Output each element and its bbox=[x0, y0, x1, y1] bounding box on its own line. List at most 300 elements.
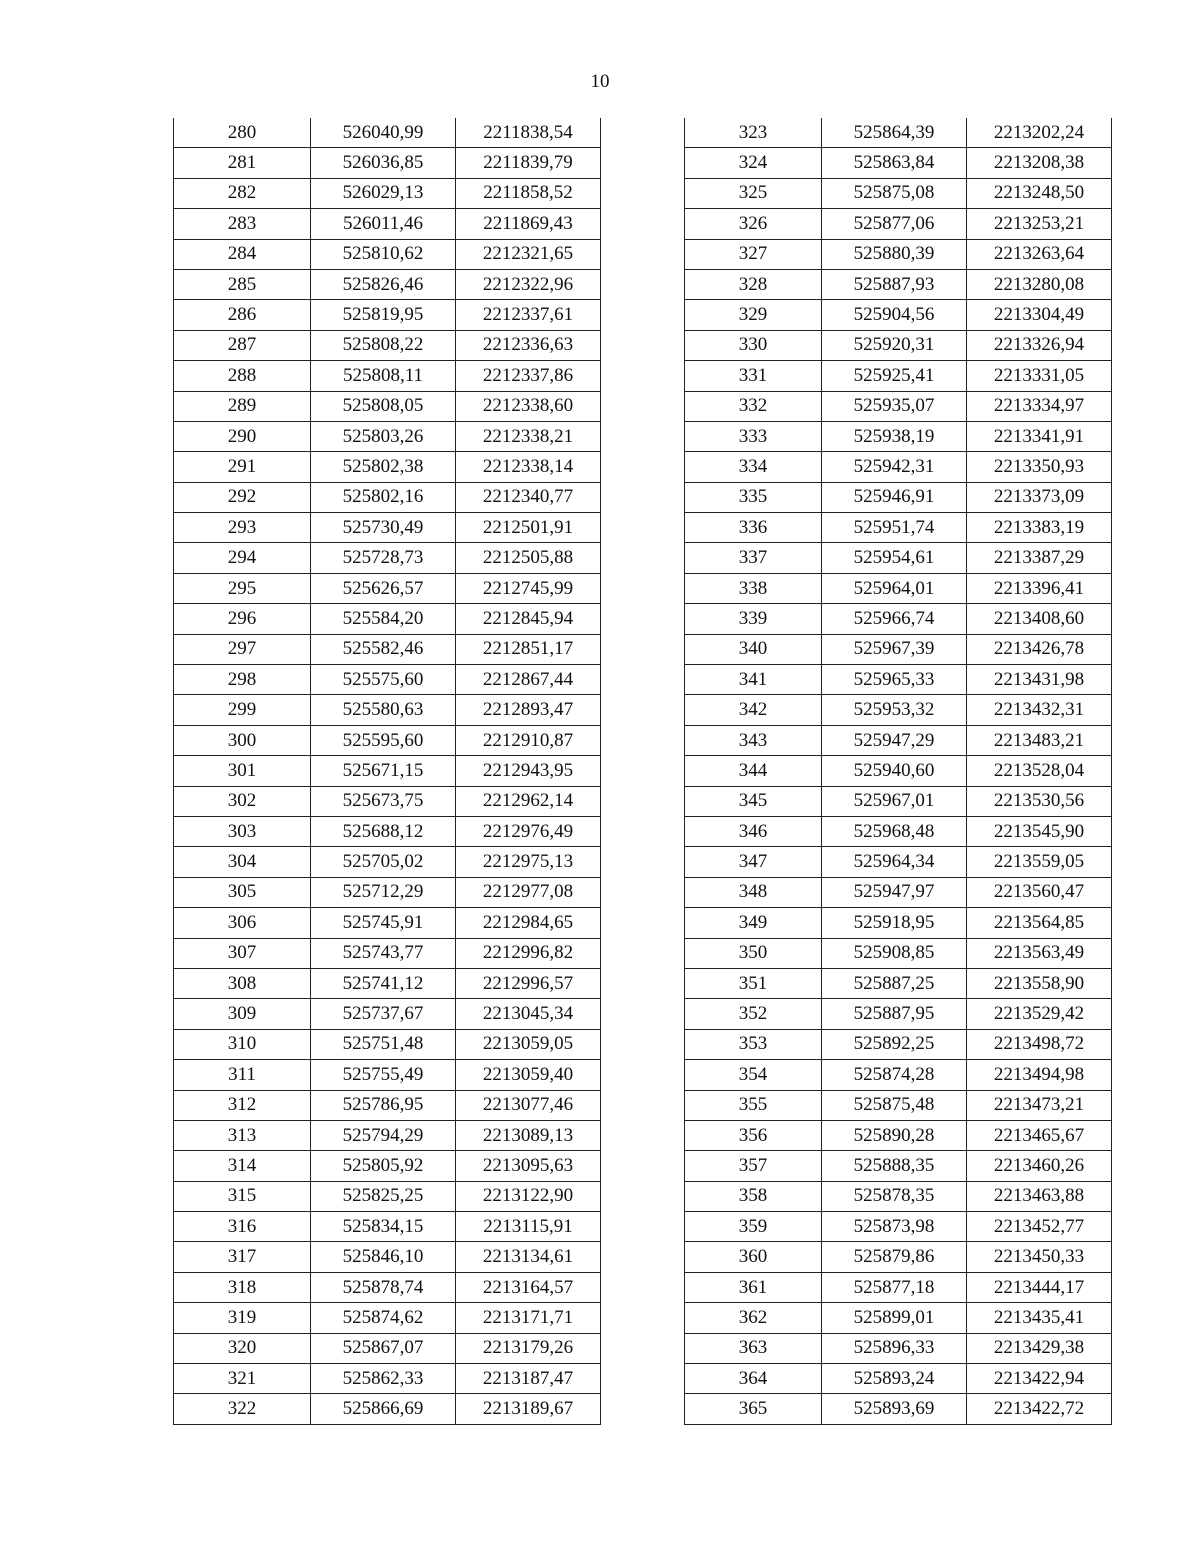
y-coordinate-cell: 2213483,21 bbox=[967, 725, 1112, 755]
x-coordinate-cell: 525887,95 bbox=[822, 999, 967, 1029]
table-row bbox=[685, 1212, 1112, 1242]
table-row bbox=[685, 452, 1112, 482]
y-coordinate-cell: 2213450,33 bbox=[967, 1242, 1112, 1272]
x-coordinate-cell: 525862,33 bbox=[311, 1364, 456, 1394]
point-number-cell: 356 bbox=[685, 1120, 822, 1150]
y-coordinate-cell: 2213280,08 bbox=[967, 269, 1112, 299]
y-coordinate-cell: 2213387,29 bbox=[967, 543, 1112, 573]
table-row bbox=[685, 634, 1112, 664]
table-row bbox=[174, 695, 601, 725]
table-row bbox=[685, 330, 1112, 360]
table-row bbox=[174, 786, 601, 816]
y-coordinate-cell: 2213431,98 bbox=[967, 665, 1112, 695]
table-row bbox=[174, 756, 601, 786]
point-number-cell: 308 bbox=[174, 968, 311, 998]
point-number-cell: 350 bbox=[685, 938, 822, 968]
table-row bbox=[174, 1151, 601, 1181]
table-row bbox=[174, 269, 601, 299]
point-number-cell: 321 bbox=[174, 1364, 311, 1394]
x-coordinate-cell: 525877,06 bbox=[822, 209, 967, 239]
table-row bbox=[685, 816, 1112, 846]
table-row bbox=[174, 1060, 601, 1090]
y-coordinate-cell: 2213089,13 bbox=[456, 1120, 601, 1150]
y-coordinate-cell: 2212505,88 bbox=[456, 543, 601, 573]
point-number-cell: 280 bbox=[174, 118, 311, 148]
point-number-cell: 322 bbox=[174, 1394, 311, 1424]
x-coordinate-cell: 526036,85 bbox=[311, 148, 456, 178]
point-number-cell: 348 bbox=[685, 877, 822, 907]
y-coordinate-cell: 2213045,34 bbox=[456, 999, 601, 1029]
x-coordinate-cell: 525967,01 bbox=[822, 786, 967, 816]
x-coordinate-cell: 525671,15 bbox=[311, 756, 456, 786]
y-coordinate-cell: 2213432,31 bbox=[967, 695, 1112, 725]
point-number-cell: 335 bbox=[685, 482, 822, 512]
x-coordinate-cell: 525575,60 bbox=[311, 665, 456, 695]
y-coordinate-cell: 2213494,98 bbox=[967, 1060, 1112, 1090]
y-coordinate-cell: 2212501,91 bbox=[456, 513, 601, 543]
table-row bbox=[174, 482, 601, 512]
table-row bbox=[174, 1303, 601, 1333]
x-coordinate-cell: 525712,29 bbox=[311, 877, 456, 907]
table-row bbox=[174, 634, 601, 664]
y-coordinate-cell: 2213452,77 bbox=[967, 1212, 1112, 1242]
table-row bbox=[174, 1212, 601, 1242]
y-coordinate-cell: 2211869,43 bbox=[456, 209, 601, 239]
point-number-cell: 300 bbox=[174, 725, 311, 755]
point-number-cell: 327 bbox=[685, 239, 822, 269]
table-row bbox=[174, 847, 601, 877]
y-coordinate-cell: 2212893,47 bbox=[456, 695, 601, 725]
y-coordinate-cell: 2213422,72 bbox=[967, 1394, 1112, 1424]
point-number-cell: 331 bbox=[685, 361, 822, 391]
x-coordinate-cell: 525951,74 bbox=[822, 513, 967, 543]
x-coordinate-cell: 525964,01 bbox=[822, 573, 967, 603]
x-coordinate-cell: 525866,69 bbox=[311, 1394, 456, 1424]
point-number-cell: 310 bbox=[174, 1029, 311, 1059]
x-coordinate-cell: 525954,61 bbox=[822, 543, 967, 573]
point-number-cell: 341 bbox=[685, 665, 822, 695]
y-coordinate-cell: 2212322,96 bbox=[456, 269, 601, 299]
point-number-cell: 357 bbox=[685, 1151, 822, 1181]
point-number-cell: 302 bbox=[174, 786, 311, 816]
y-coordinate-cell: 2212845,94 bbox=[456, 604, 601, 634]
y-coordinate-cell: 2213528,04 bbox=[967, 756, 1112, 786]
point-number-cell: 318 bbox=[174, 1272, 311, 1302]
x-coordinate-cell: 525935,07 bbox=[822, 391, 967, 421]
y-coordinate-cell: 2213396,41 bbox=[967, 573, 1112, 603]
point-number-cell: 346 bbox=[685, 816, 822, 846]
table-row bbox=[685, 665, 1112, 695]
table-row bbox=[685, 391, 1112, 421]
table-row bbox=[174, 209, 601, 239]
x-coordinate-cell: 525887,25 bbox=[822, 968, 967, 998]
y-coordinate-cell: 2211858,52 bbox=[456, 178, 601, 208]
x-coordinate-cell: 525893,69 bbox=[822, 1394, 967, 1424]
y-coordinate-cell: 2213179,26 bbox=[456, 1333, 601, 1363]
table-row bbox=[685, 1394, 1112, 1424]
x-coordinate-cell: 525964,34 bbox=[822, 847, 967, 877]
y-coordinate-cell: 2213187,47 bbox=[456, 1364, 601, 1394]
y-coordinate-cell: 2212943,95 bbox=[456, 756, 601, 786]
y-coordinate-cell: 2213564,85 bbox=[967, 908, 1112, 938]
point-number-cell: 351 bbox=[685, 968, 822, 998]
x-coordinate-cell: 525705,02 bbox=[311, 847, 456, 877]
point-number-cell: 353 bbox=[685, 1029, 822, 1059]
y-coordinate-cell: 2212321,65 bbox=[456, 239, 601, 269]
table-row bbox=[685, 1364, 1112, 1394]
y-coordinate-cell: 2213189,67 bbox=[456, 1394, 601, 1424]
table-row bbox=[174, 1090, 601, 1120]
y-coordinate-cell: 2213429,38 bbox=[967, 1333, 1112, 1363]
y-coordinate-cell: 2213248,50 bbox=[967, 178, 1112, 208]
y-coordinate-cell: 2212337,86 bbox=[456, 361, 601, 391]
table-row bbox=[685, 756, 1112, 786]
y-coordinate-cell: 2212338,60 bbox=[456, 391, 601, 421]
y-coordinate-cell: 2213444,17 bbox=[967, 1272, 1112, 1302]
y-coordinate-cell: 2211838,54 bbox=[456, 118, 601, 148]
table-row bbox=[685, 513, 1112, 543]
table-row bbox=[685, 1090, 1112, 1120]
point-number-cell: 296 bbox=[174, 604, 311, 634]
x-coordinate-cell: 525896,33 bbox=[822, 1333, 967, 1363]
table-row bbox=[685, 938, 1112, 968]
x-coordinate-cell: 525580,63 bbox=[311, 695, 456, 725]
y-coordinate-cell: 2212338,14 bbox=[456, 452, 601, 482]
point-number-cell: 286 bbox=[174, 300, 311, 330]
point-number-cell: 345 bbox=[685, 786, 822, 816]
x-coordinate-cell: 525873,98 bbox=[822, 1212, 967, 1242]
y-coordinate-cell: 2213563,49 bbox=[967, 938, 1112, 968]
point-number-cell: 312 bbox=[174, 1090, 311, 1120]
x-coordinate-cell: 525846,10 bbox=[311, 1242, 456, 1272]
table-row bbox=[174, 300, 601, 330]
coordinates-table-body bbox=[685, 118, 1112, 1424]
point-number-cell: 360 bbox=[685, 1242, 822, 1272]
point-number-cell: 364 bbox=[685, 1364, 822, 1394]
point-number-cell: 287 bbox=[174, 330, 311, 360]
x-coordinate-cell: 525802,16 bbox=[311, 482, 456, 512]
table-row bbox=[685, 968, 1112, 998]
point-number-cell: 292 bbox=[174, 482, 311, 512]
x-coordinate-cell: 526040,99 bbox=[311, 118, 456, 148]
y-coordinate-cell: 2213560,47 bbox=[967, 877, 1112, 907]
x-coordinate-cell: 525808,05 bbox=[311, 391, 456, 421]
y-coordinate-cell: 2213498,72 bbox=[967, 1029, 1112, 1059]
x-coordinate-cell: 525834,15 bbox=[311, 1212, 456, 1242]
table-row bbox=[174, 999, 601, 1029]
x-coordinate-cell: 525925,41 bbox=[822, 361, 967, 391]
y-coordinate-cell: 2213463,88 bbox=[967, 1181, 1112, 1211]
x-coordinate-cell: 525810,62 bbox=[311, 239, 456, 269]
y-coordinate-cell: 2213465,67 bbox=[967, 1120, 1112, 1150]
x-coordinate-cell: 525745,91 bbox=[311, 908, 456, 938]
point-number-cell: 336 bbox=[685, 513, 822, 543]
x-coordinate-cell: 525805,92 bbox=[311, 1151, 456, 1181]
table-row bbox=[174, 421, 601, 451]
table-row bbox=[685, 543, 1112, 573]
y-coordinate-cell: 2212338,21 bbox=[456, 421, 601, 451]
y-coordinate-cell: 2213263,64 bbox=[967, 239, 1112, 269]
x-coordinate-cell: 525673,75 bbox=[311, 786, 456, 816]
point-number-cell: 313 bbox=[174, 1120, 311, 1150]
point-number-cell: 337 bbox=[685, 543, 822, 573]
y-coordinate-cell: 2213341,91 bbox=[967, 421, 1112, 451]
x-coordinate-cell: 525892,25 bbox=[822, 1029, 967, 1059]
y-coordinate-cell: 2212340,77 bbox=[456, 482, 601, 512]
point-number-cell: 290 bbox=[174, 421, 311, 451]
y-coordinate-cell: 2213171,71 bbox=[456, 1303, 601, 1333]
table-row bbox=[174, 239, 601, 269]
point-number-cell: 284 bbox=[174, 239, 311, 269]
x-coordinate-cell: 525908,85 bbox=[822, 938, 967, 968]
point-number-cell: 303 bbox=[174, 816, 311, 846]
table-row bbox=[174, 725, 601, 755]
point-number-cell: 282 bbox=[174, 178, 311, 208]
table-row bbox=[174, 877, 601, 907]
point-number-cell: 328 bbox=[685, 269, 822, 299]
coordinates-table-body bbox=[174, 118, 601, 1424]
table-row bbox=[174, 1364, 601, 1394]
table-row bbox=[174, 816, 601, 846]
point-number-cell: 323 bbox=[685, 118, 822, 148]
point-number-cell: 354 bbox=[685, 1060, 822, 1090]
table-row bbox=[174, 1181, 601, 1211]
y-coordinate-cell: 2213331,05 bbox=[967, 361, 1112, 391]
x-coordinate-cell: 525875,48 bbox=[822, 1090, 967, 1120]
table-row bbox=[685, 1120, 1112, 1150]
point-number-cell: 315 bbox=[174, 1181, 311, 1211]
x-coordinate-cell: 525966,74 bbox=[822, 604, 967, 634]
x-coordinate-cell: 525584,20 bbox=[311, 604, 456, 634]
x-coordinate-cell: 525802,38 bbox=[311, 452, 456, 482]
table-row bbox=[685, 1151, 1112, 1181]
point-number-cell: 358 bbox=[685, 1181, 822, 1211]
x-coordinate-cell: 525947,97 bbox=[822, 877, 967, 907]
point-number-cell: 347 bbox=[685, 847, 822, 877]
table-row bbox=[174, 1272, 601, 1302]
x-coordinate-cell: 525968,48 bbox=[822, 816, 967, 846]
x-coordinate-cell: 525904,56 bbox=[822, 300, 967, 330]
point-number-cell: 326 bbox=[685, 209, 822, 239]
table-row bbox=[685, 209, 1112, 239]
point-number-cell: 291 bbox=[174, 452, 311, 482]
table-row bbox=[685, 361, 1112, 391]
table-row bbox=[174, 1333, 601, 1363]
point-number-cell: 299 bbox=[174, 695, 311, 725]
table-row bbox=[685, 148, 1112, 178]
table-row bbox=[685, 847, 1112, 877]
y-coordinate-cell: 2213558,90 bbox=[967, 968, 1112, 998]
x-coordinate-cell: 525808,22 bbox=[311, 330, 456, 360]
y-coordinate-cell: 2213350,93 bbox=[967, 452, 1112, 482]
point-number-cell: 329 bbox=[685, 300, 822, 330]
y-coordinate-cell: 2213334,97 bbox=[967, 391, 1112, 421]
point-number-cell: 324 bbox=[685, 148, 822, 178]
point-number-cell: 333 bbox=[685, 421, 822, 451]
y-coordinate-cell: 2213435,41 bbox=[967, 1303, 1112, 1333]
x-coordinate-cell: 525786,95 bbox=[311, 1090, 456, 1120]
y-coordinate-cell: 2213122,90 bbox=[456, 1181, 601, 1211]
point-number-cell: 355 bbox=[685, 1090, 822, 1120]
table-row bbox=[174, 543, 601, 573]
x-coordinate-cell: 525880,39 bbox=[822, 239, 967, 269]
point-number-cell: 306 bbox=[174, 908, 311, 938]
table-row bbox=[685, 1029, 1112, 1059]
x-coordinate-cell: 525741,12 bbox=[311, 968, 456, 998]
y-coordinate-cell: 2213115,91 bbox=[456, 1212, 601, 1242]
x-coordinate-cell: 525938,19 bbox=[822, 421, 967, 451]
point-number-cell: 311 bbox=[174, 1060, 311, 1090]
x-coordinate-cell: 525874,62 bbox=[311, 1303, 456, 1333]
y-coordinate-cell: 2212867,44 bbox=[456, 665, 601, 695]
table-row bbox=[174, 452, 601, 482]
y-coordinate-cell: 2213059,05 bbox=[456, 1029, 601, 1059]
y-coordinate-cell: 2213529,42 bbox=[967, 999, 1112, 1029]
y-coordinate-cell: 2213059,40 bbox=[456, 1060, 601, 1090]
point-number-cell: 365 bbox=[685, 1394, 822, 1424]
point-number-cell: 289 bbox=[174, 391, 311, 421]
y-coordinate-cell: 2213095,63 bbox=[456, 1151, 601, 1181]
y-coordinate-cell: 2212851,17 bbox=[456, 634, 601, 664]
y-coordinate-cell: 2212977,08 bbox=[456, 877, 601, 907]
x-coordinate-cell: 525737,67 bbox=[311, 999, 456, 1029]
table-row bbox=[685, 786, 1112, 816]
y-coordinate-cell: 2213164,57 bbox=[456, 1272, 601, 1302]
table-row bbox=[685, 239, 1112, 269]
table-row bbox=[685, 1303, 1112, 1333]
table-row bbox=[174, 1394, 601, 1424]
point-number-cell: 288 bbox=[174, 361, 311, 391]
x-coordinate-cell: 525918,95 bbox=[822, 908, 967, 938]
table-row bbox=[685, 178, 1112, 208]
point-number-cell: 307 bbox=[174, 938, 311, 968]
x-coordinate-cell: 525887,93 bbox=[822, 269, 967, 299]
table-row bbox=[685, 1181, 1112, 1211]
y-coordinate-cell: 2213373,09 bbox=[967, 482, 1112, 512]
point-number-cell: 297 bbox=[174, 634, 311, 664]
point-number-cell: 305 bbox=[174, 877, 311, 907]
point-number-cell: 363 bbox=[685, 1333, 822, 1363]
point-number-cell: 320 bbox=[174, 1333, 311, 1363]
point-number-cell: 314 bbox=[174, 1151, 311, 1181]
x-coordinate-cell: 525874,28 bbox=[822, 1060, 967, 1090]
x-coordinate-cell: 525819,95 bbox=[311, 300, 456, 330]
table-row bbox=[174, 361, 601, 391]
y-coordinate-cell: 2211839,79 bbox=[456, 148, 601, 178]
y-coordinate-cell: 2213426,78 bbox=[967, 634, 1112, 664]
x-coordinate-cell: 525688,12 bbox=[311, 816, 456, 846]
table-row bbox=[685, 421, 1112, 451]
point-number-cell: 334 bbox=[685, 452, 822, 482]
x-coordinate-cell: 525946,91 bbox=[822, 482, 967, 512]
x-coordinate-cell: 525595,60 bbox=[311, 725, 456, 755]
point-number-cell: 293 bbox=[174, 513, 311, 543]
x-coordinate-cell: 525582,46 bbox=[311, 634, 456, 664]
page-number: 10 bbox=[590, 71, 610, 92]
table-row bbox=[685, 999, 1112, 1029]
y-coordinate-cell: 2213208,38 bbox=[967, 148, 1112, 178]
x-coordinate-cell: 525626,57 bbox=[311, 573, 456, 603]
table-row bbox=[174, 391, 601, 421]
table-row bbox=[174, 1120, 601, 1150]
point-number-cell: 295 bbox=[174, 573, 311, 603]
point-number-cell: 332 bbox=[685, 391, 822, 421]
y-coordinate-cell: 2213326,94 bbox=[967, 330, 1112, 360]
x-coordinate-cell: 525794,29 bbox=[311, 1120, 456, 1150]
x-coordinate-cell: 525953,32 bbox=[822, 695, 967, 725]
table-row bbox=[685, 695, 1112, 725]
table-row bbox=[685, 269, 1112, 299]
table-row bbox=[685, 300, 1112, 330]
x-coordinate-cell: 525967,39 bbox=[822, 634, 967, 664]
y-coordinate-cell: 2213304,49 bbox=[967, 300, 1112, 330]
point-number-cell: 301 bbox=[174, 756, 311, 786]
x-coordinate-cell: 525947,29 bbox=[822, 725, 967, 755]
x-coordinate-cell: 525965,33 bbox=[822, 665, 967, 695]
y-coordinate-cell: 2213422,94 bbox=[967, 1364, 1112, 1394]
x-coordinate-cell: 526029,13 bbox=[311, 178, 456, 208]
y-coordinate-cell: 2213530,56 bbox=[967, 786, 1112, 816]
y-coordinate-cell: 2212745,99 bbox=[456, 573, 601, 603]
point-number-cell: 317 bbox=[174, 1242, 311, 1272]
point-number-cell: 283 bbox=[174, 209, 311, 239]
table-row bbox=[685, 725, 1112, 755]
coordinates-table-right bbox=[684, 118, 1112, 1425]
point-number-cell: 361 bbox=[685, 1272, 822, 1302]
y-coordinate-cell: 2213202,24 bbox=[967, 118, 1112, 148]
y-coordinate-cell: 2213559,05 bbox=[967, 847, 1112, 877]
y-coordinate-cell: 2213077,46 bbox=[456, 1090, 601, 1120]
x-coordinate-cell: 525864,39 bbox=[822, 118, 967, 148]
point-number-cell: 340 bbox=[685, 634, 822, 664]
x-coordinate-cell: 525867,07 bbox=[311, 1333, 456, 1363]
table-row bbox=[685, 1060, 1112, 1090]
y-coordinate-cell: 2213253,21 bbox=[967, 209, 1112, 239]
x-coordinate-cell: 525751,48 bbox=[311, 1029, 456, 1059]
table-row bbox=[174, 938, 601, 968]
point-number-cell: 343 bbox=[685, 725, 822, 755]
table-row bbox=[685, 1242, 1112, 1272]
table-row bbox=[174, 665, 601, 695]
table-row bbox=[174, 178, 601, 208]
x-coordinate-cell: 525890,28 bbox=[822, 1120, 967, 1150]
table-row bbox=[685, 118, 1112, 148]
y-coordinate-cell: 2212976,49 bbox=[456, 816, 601, 846]
x-coordinate-cell: 525825,25 bbox=[311, 1181, 456, 1211]
y-coordinate-cell: 2212962,14 bbox=[456, 786, 601, 816]
x-coordinate-cell: 526011,46 bbox=[311, 209, 456, 239]
point-number-cell: 298 bbox=[174, 665, 311, 695]
point-number-cell: 342 bbox=[685, 695, 822, 725]
point-number-cell: 316 bbox=[174, 1212, 311, 1242]
x-coordinate-cell: 525942,31 bbox=[822, 452, 967, 482]
y-coordinate-cell: 2213473,21 bbox=[967, 1090, 1112, 1120]
point-number-cell: 281 bbox=[174, 148, 311, 178]
x-coordinate-cell: 525920,31 bbox=[822, 330, 967, 360]
table-row bbox=[174, 968, 601, 998]
x-coordinate-cell: 525879,86 bbox=[822, 1242, 967, 1272]
x-coordinate-cell: 525803,26 bbox=[311, 421, 456, 451]
y-coordinate-cell: 2213545,90 bbox=[967, 816, 1112, 846]
y-coordinate-cell: 2212910,87 bbox=[456, 725, 601, 755]
point-number-cell: 319 bbox=[174, 1303, 311, 1333]
point-number-cell: 294 bbox=[174, 543, 311, 573]
y-coordinate-cell: 2212984,65 bbox=[456, 908, 601, 938]
table-row bbox=[685, 482, 1112, 512]
y-coordinate-cell: 2212996,82 bbox=[456, 938, 601, 968]
point-number-cell: 338 bbox=[685, 573, 822, 603]
table-row bbox=[174, 118, 601, 148]
